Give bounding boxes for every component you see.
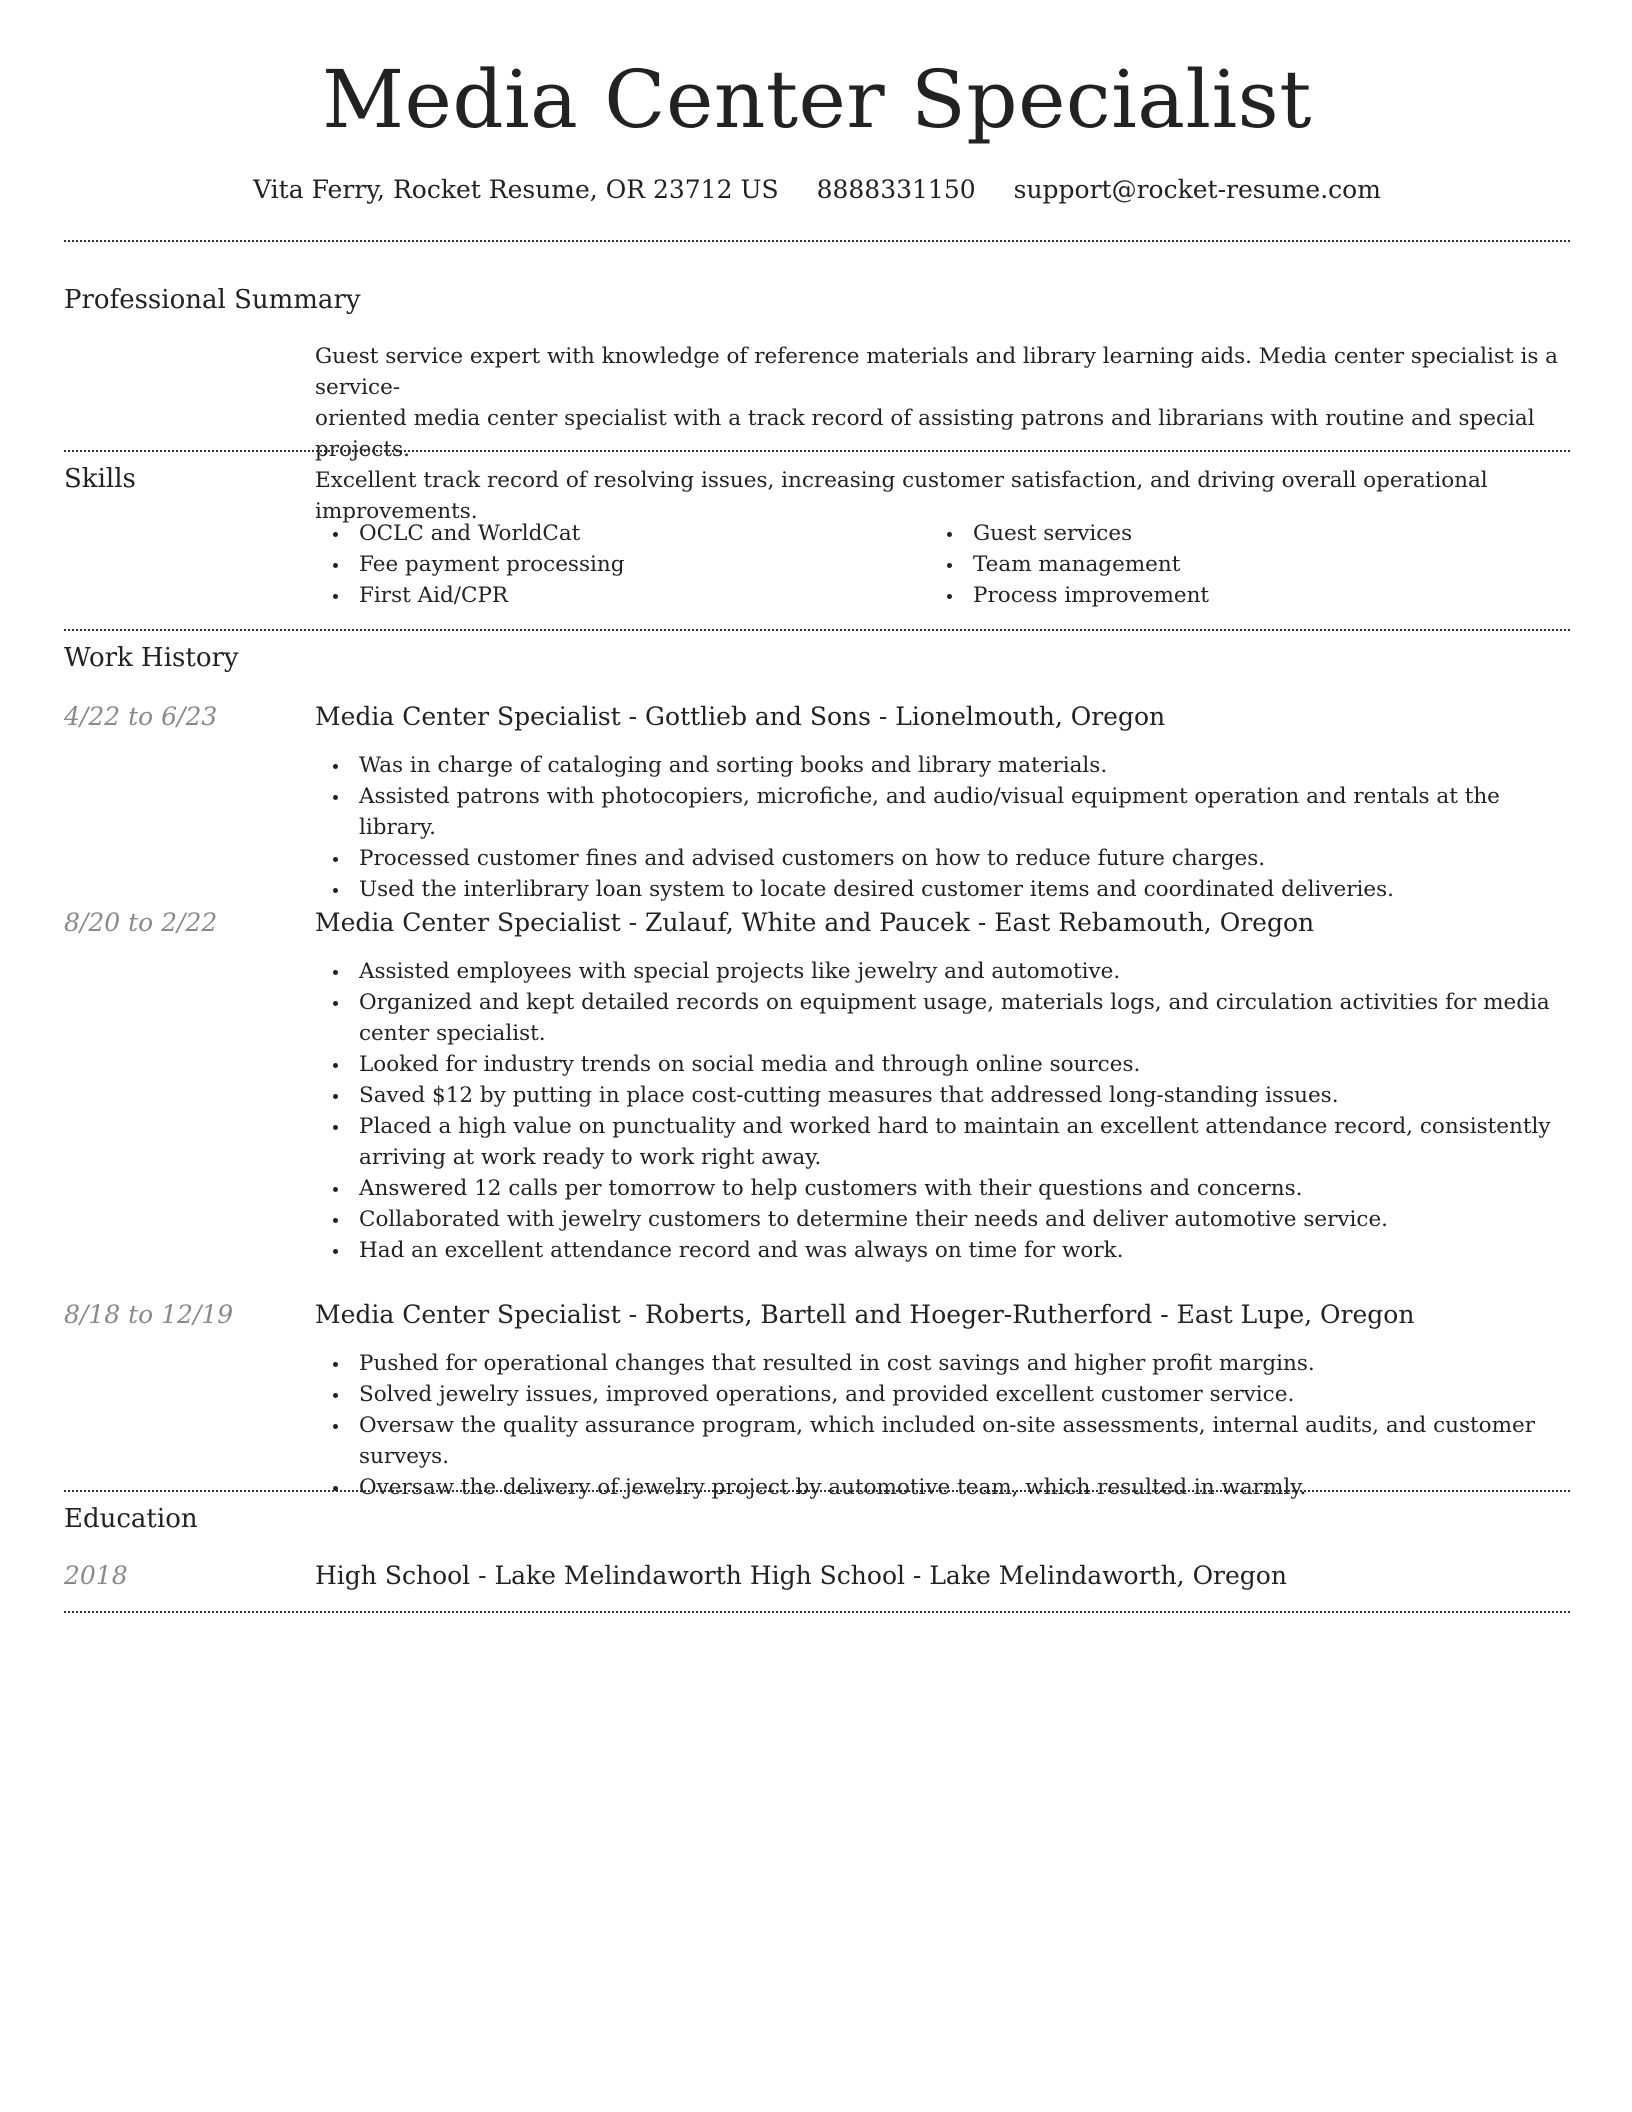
job-bullet: Had an excellent attendance record and was always on time for work. (315, 1235, 1570, 1266)
job-bullet: Processed customer fines and advised customers on how to reduce future charges. (315, 843, 1570, 874)
job-bullet: Organized and kept detailed records on equipment usage, materials logs, and circulation activities for media center specialist. (315, 987, 1570, 1049)
job-bullet: Assisted employees with special projects like jewelry and automotive. (315, 956, 1570, 987)
contact-line (64, 170, 1570, 210)
job-employer: - Gottlieb and Sons - Lionelmouth, Oregon (620, 702, 1166, 731)
section-divider (64, 1611, 1570, 1613)
education-degree: High School (315, 1561, 471, 1590)
job-role: Media Center Specialist (315, 702, 621, 731)
job-bullet: Collaborated with jewelry customers to determine their needs and deliver automotive service. (315, 1204, 1570, 1235)
section-divider (64, 240, 1570, 242)
education-heading: Education (64, 1504, 198, 1534)
skill-item: First Aid/CPR (315, 580, 915, 611)
job-bullet: Solved jewelry issues, improved operations, and provided excellent customer service. (315, 1379, 1570, 1410)
job-dates: 4/22 to 6/23 (64, 702, 218, 731)
skill-item: Guest services (929, 518, 1529, 549)
job-role: Media Center Specialist (315, 908, 621, 937)
job-heading (315, 1298, 1414, 1332)
job-dates: 8/20 to 2/22 (64, 908, 218, 937)
work-heading: Work History (64, 643, 239, 673)
job-bullet: Saved $12 by putting in place cost-cutting measures that addressed long-standing issues. (315, 1080, 1570, 1111)
section-divider (64, 629, 1570, 631)
skills-column-right (929, 518, 1529, 611)
job-bullet: Was in charge of cataloging and sorting books and library materials. (315, 750, 1570, 781)
section-divider (64, 1490, 1570, 1492)
job-bullet: Answered 12 calls per tomorrow to help customers with their questions and concerns. (315, 1173, 1570, 1204)
job-employer: - Zulauf, White and Paucek - East Rebamouth, Oregon (620, 908, 1315, 937)
contact-address: Vita Ferry, Rocket Resume, OR 23712 US (253, 175, 779, 204)
education-school: - Lake Melindaworth High School - Lake Melindaworth, Oregon (470, 1561, 1287, 1590)
summary-line: Excellent track record of resolving issues, increasing customer satisfaction, and driving overall operational improvements. (315, 468, 1488, 524)
job-bullet: Placed a high value on punctuality and worked hard to maintain an excellent attendance record, consistently arriving at work ready to work right away. (315, 1111, 1570, 1173)
job-bullet: Assisted patrons with photocopiers, microfiche, and audio/visual equipment operation and rentals at the library. (315, 781, 1570, 843)
section-divider (64, 450, 1570, 452)
education-year: 2018 (64, 1561, 128, 1590)
job-heading (315, 700, 1165, 734)
skill-item: Fee payment processing (315, 549, 915, 580)
job-dates: 8/18 to 12/19 (64, 1300, 234, 1329)
contact-phone: 8888331150 (816, 175, 976, 204)
job-bullet: Oversaw the quality assurance program, which included on-site assessments, internal audits, and customer surveys. (315, 1410, 1570, 1472)
job-employer: - Roberts, Bartell and Hoeger-Rutherford - East Lupe, Oregon (620, 1300, 1415, 1329)
job-bullets (315, 956, 1570, 1266)
job-bullet: Looked for industry trends on social media and through online sources. (315, 1049, 1570, 1080)
resume-title: Media Center Specialist (322, 53, 1312, 146)
job-role: Media Center Specialist (315, 1300, 621, 1329)
skills-heading: Skills (64, 464, 136, 494)
summary-line: Guest service expert with knowledge of reference materials and library learning aids. Media center specialist is a service- (315, 344, 1559, 400)
contact-email: support@rocket-resume.com (1013, 175, 1381, 204)
skill-item: Team management (929, 549, 1529, 580)
job-bullets (315, 1348, 1570, 1503)
summary-line: oriented media center specialist with a track record of assisting patrons and librarians with routine and special projects. (315, 406, 1535, 462)
job-heading (315, 906, 1314, 940)
job-bullets (315, 750, 1570, 905)
job-bullet: Oversaw the delivery of jewelry project by automotive team, which resulted in warmly. (315, 1472, 1570, 1503)
skill-item: Process improvement (929, 580, 1529, 611)
summary-text (315, 341, 1570, 527)
job-bullet: Used the interlibrary loan system to locate desired customer items and coordinated deliveries. (315, 874, 1570, 905)
summary-heading: Professional Summary (64, 285, 361, 315)
job-bullet: Pushed for operational changes that resulted in cost savings and higher profit margins. (315, 1348, 1570, 1379)
skill-item: OCLC and WorldCat (315, 518, 915, 549)
skills-column-left (315, 518, 915, 611)
education-heading-line (315, 1559, 1287, 1593)
